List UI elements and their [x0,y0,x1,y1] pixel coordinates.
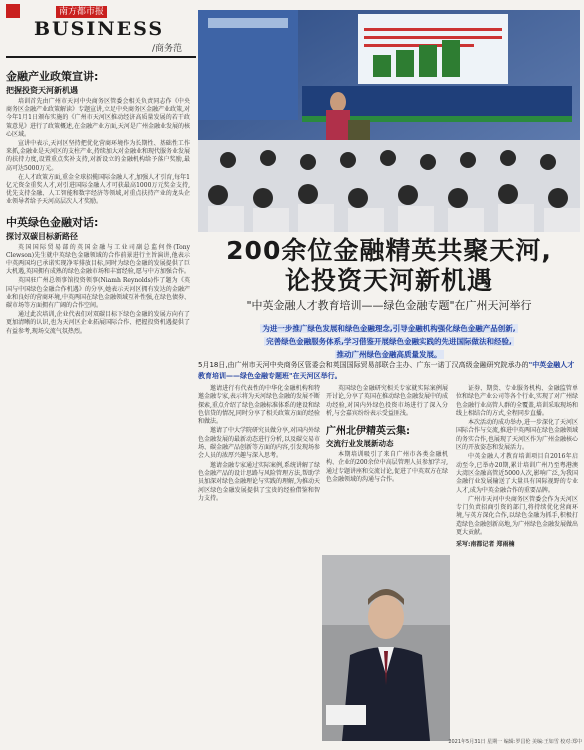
article2-paragraph: 英国国际贸易部的英国金融与工业司副总监何佟(Tony Clewson)先生就中英绿色金融领域的合作前景进行主旨演讲,他表示中英两国均已承诺实现净零排放目标,同时为绿色金融的发展提供了巨大机遇,英国拥有成熟的绿色金融市场和丰富经验,愿与中方加强合作。 [6,243,190,276]
lead-highlight: "中英金融人才教育培训——绿色金融专题班"在天河区举行。 [198,361,575,380]
column-paragraph: 中英金融人才教育培训项目自2016年启动至今,已举办20期,累计培训广州乃至粤港澳大湾区金融高管近5000人次,影响广泛,为我国金融行业发展输送了大量具有国际视野的专业人才,成为中英金融合作的重要品牌。 [456,453,578,494]
headline-line-2: 论投资天河新机遇 [284,266,493,295]
subheadline: "中英金融人才教育培训——绿色金融专题"在广州天河举行 [246,299,532,312]
article1-paragraph: 宣讲中表示,天河区坚持把优化营商环境作为长期性、基础性工作来抓,金融业是天河区的支柱产业,持续加大对金融业和现代服务业发展的扶持力度,设置重点奖补支持,对新设立的金融机构给予落户奖励,最高可达5000万元。 [6,140,190,172]
article2-paragraph: 通过此次培训,企业代表们对双碳目标下绿色金融的发展方向有了更加清晰的认识,也为天河区企业拓展国际合作、把握投资机遇提供了有益参考,现场交流气氛热烈。 [6,311,190,335]
article2-paragraph: 英国驻广州总领事馆投资领事(Niamh Reynolds)作了题为《英国与中国绿色金融合作机遇》的分享,她表示天河区拥有发达的金融产业和良好的营商环境,中英两国在绿色金融领域互补性强,在绿色债券、碳市场等方面拥有广阔的合作空间。 [6,277,190,310]
deck-line: 推动广州绿色金融高质量发展。 [336,350,442,359]
subsection-subtitle: 交流行业发展新动态 [326,439,394,449]
headline-block [198,236,580,314]
deck [198,322,580,361]
column-paragraph: 邀请进行有代表性的中华化金融机构和特邀金融专家,表示将为天河绿色金融的发展不断探索,重点介绍了绿色金融标准体系的建设和绿色信贷的情况,同时分享了相关政策方面的经验和做法。 [198,385,320,426]
masthead [6,4,196,56]
article1-title: 金融产业政策宣讲: [6,70,99,83]
column-paragraph: 邀请了中大学院研究员做分享,对国内外绿色金融发展的最新动态进行分析,以及碳交易市场、碳金融产品创新等方面的内容,引发现场参会人员的浓厚兴趣与深入思考。 [198,427,320,460]
paper-name: 南方都市报 [56,6,107,18]
left-column [6,68,190,337]
column-2 [326,385,448,485]
subsection-title: 广州北伊精英云集: [326,426,410,438]
article2-title: 中英绿色金融对话: [6,215,99,229]
article1-paragraph: 培训首先由广州市天河中央商务区管委会相关负责同志作《中央商务区金融产业政策解读》专题宣讲,立足中央商务区金融产业政策,对今年1月1日颁布实施的《广州市天河区推动经济高质量发展的若干政策意见》进行了政策概述,在金融产业方面,天河是广州金融业发展的核心区域。 [6,98,190,138]
column-paragraph: 广州市天河中央商务区管委会作为天河区专门负责招商引资的部门,将持续优化营商环境,与英方深化合作,以绿色金融为抓手,积极打造绿色金融创新高地,为广州绿色金融发展做出更大贡献。 [456,495,578,537]
column-3 [456,385,578,548]
column-1 [198,385,320,504]
column-paragraph: 英国绿色金融研究相关专家就实际案例展开讨论,分享了英国在推动绿色金融发展中的成功经验,对国内外绿色投资市场进行了深入分析,与会嘉宾纷纷表示受益匪浅。 [326,385,448,417]
column-paragraph: 本期培训吸引了来自广州市各类金融机构、企业的200余位中高层管理人员参加学习,通过专题讲座和交流讨论,促进了中英双方在绿色金融领域的沟通与合作。 [326,451,448,484]
masthead-rule [6,56,196,58]
column-paragraph: 邀请金融专家通过实际案例,系统讲解了绿色金融产品的设计思路与风险管理方法,帮助学员加深对绿色金融理论与实践的理解,为推动天河区绿色金融发展提供了宝贵的经验借鉴和智力支持。 [198,461,320,502]
deck-line: 为进一步推广绿色发展和绿色金融理念,引导金融机构强化绿色金融产品创新, [262,324,516,333]
lead-text: 5月18日,由广州市天河中央商务区管委会和英国国际贸易部联合主办、广东一诺丁汉高级金融研究院承办的 [198,361,529,369]
page-footer: 2021年5月31日 星期一 编辑:罗昌伦 美编:王如雪 校对:郑中 [448,739,582,745]
lead-paragraph [198,360,580,382]
section-title: BUSINESS [34,18,165,40]
article1-paragraph: 在人才政策方面,重金全球招揽国际金融人才,加强人才引育,每年1亿元资金重奖人才,对引进国际金融人才可获最高1000万元奖金支持,优先支持金融、人工智能和数字经济等领域,对重点扶持产业的龙头企业领导者给予天河高层次人才奖励。 [6,173,190,206]
headline-line-1: 200余位金融精英共聚天河, [226,236,552,265]
byline: 采写:南都记者 郑雨楠 [456,541,515,549]
column-paragraph: 证券、期货、专业服务机构、金融监管单位和绿色产业公司等各个行业,实现了对广州绿色金融行业高管人群的全覆盖,培训采取现场和线上相结合的方式,全程同步直播。 [456,385,578,417]
speaker-photo [322,555,450,741]
section-marker [6,4,20,18]
column-paragraph: 本次活动的成功举办,进一步深化了天河区国际合作与交流,推进中英两国在绿色金融领域的务实合作,也展现了天河区作为广州金融核心区的开放姿态和发展活力。 [456,419,578,452]
article1-subtitle: 把握投资天河新机遇 [6,86,78,95]
deck-line: 完善绿色金融服务体系,学习借鉴开展绿色金融实践的先进国际做法和经验, [266,337,512,346]
conference-photo [198,10,580,232]
article2-subtitle: 探讨双碳目标新路径 [6,231,78,241]
section-subtitle: /商务范 [152,44,183,54]
